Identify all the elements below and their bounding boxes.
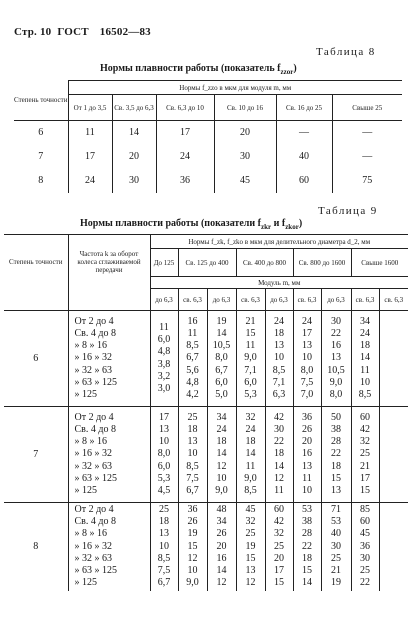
- freq-line: » 16 » 32: [74, 540, 112, 552]
- value-cell: 17: [159, 411, 169, 423]
- value-column: [351, 407, 379, 503]
- freq-line: » 63 » 125: [74, 565, 117, 577]
- table9-diam-header: Св. 800 до 1600: [293, 249, 351, 277]
- value-cell: 15: [360, 484, 370, 496]
- freq-line: » 63 » 125: [74, 376, 117, 388]
- value-cell: 13: [302, 460, 312, 472]
- value-cell: 24: [245, 424, 256, 436]
- value-cell: 34: [360, 315, 370, 327]
- value-cell: 7,0: [300, 388, 314, 400]
- value-column: [207, 311, 236, 407]
- value-cell: 13: [159, 528, 169, 540]
- value-cell: 20: [112, 145, 156, 169]
- freq-line: От 2 до 4: [74, 411, 114, 423]
- freq-line: » 125: [74, 388, 97, 400]
- value-column: [150, 503, 178, 591]
- value-cell: 9,0: [329, 376, 343, 388]
- page-number: Стр. 10: [14, 26, 52, 38]
- value-cell: 18: [274, 328, 284, 340]
- value-cell: 18: [360, 340, 370, 352]
- value-cell: 18: [302, 552, 312, 564]
- table-row: [4, 407, 408, 503]
- value-cell: 11: [187, 328, 198, 340]
- value-cell: 8,5: [157, 552, 171, 564]
- value-cell: 21: [360, 460, 370, 472]
- value-cell: 10,5: [327, 364, 345, 376]
- value-column: [293, 407, 321, 503]
- value-cell: 4,8: [186, 376, 199, 388]
- value-cell: 45: [245, 504, 256, 516]
- degree-cell: 7: [14, 145, 68, 169]
- value-cell: 30: [112, 169, 156, 193]
- modulus-col: до 6,3: [150, 289, 178, 311]
- value-cell: 30: [274, 424, 284, 436]
- value-cell: 14: [216, 565, 227, 577]
- freq-line: » 8 » 16: [74, 436, 107, 448]
- value-column: [379, 407, 408, 503]
- value-cell: 6,3: [272, 388, 286, 400]
- value-cell: 42: [274, 516, 284, 528]
- value-column: [150, 407, 178, 503]
- value-cell: 5,3: [157, 472, 171, 484]
- value-cell: 19: [216, 315, 227, 327]
- value-cell: 10,5: [212, 340, 231, 352]
- value-cell: 18: [216, 436, 227, 448]
- table-row: [4, 503, 408, 591]
- value-cell: 15: [302, 565, 312, 577]
- value-column: [321, 407, 351, 503]
- value-cell: 14: [216, 328, 227, 340]
- value-cell: 16: [302, 448, 312, 460]
- value-column: [236, 407, 265, 503]
- value-cell: 50: [331, 411, 341, 423]
- value-cell: 4,2: [186, 388, 199, 400]
- value-cell: 32: [245, 516, 256, 528]
- freq-line: Св. 4 до 8: [74, 516, 116, 528]
- value-cell: —: [276, 121, 332, 145]
- table-row: [14, 145, 402, 169]
- value-cell: 8,0: [300, 364, 314, 376]
- value-cell: 13: [302, 340, 312, 352]
- page-header: [14, 26, 151, 38]
- value-cell: 18: [331, 460, 341, 472]
- value-cell: 60: [360, 516, 370, 528]
- modulus-col: до 6,3: [321, 289, 351, 311]
- table9-diam-header: Свыше 1600: [351, 249, 408, 277]
- degree-cell: 8: [14, 169, 68, 193]
- value-cell: 13: [274, 340, 284, 352]
- value-cell: 19: [331, 577, 341, 589]
- table9-diam-header: До 125: [150, 249, 178, 277]
- table9-span-header: Нормы f_zk, f_zko в мкм для делительного диаметра d_2, мм: [150, 235, 408, 249]
- value-column: [236, 311, 265, 407]
- table9-modulus-header: Модуль m, мм: [150, 277, 408, 289]
- value-cell: 30: [331, 315, 341, 327]
- value-cell: 6,0: [157, 334, 171, 346]
- value-column: [265, 407, 293, 503]
- table8-title: Нормы плавности работы (показатель $f_{zzor}$): [100, 63, 297, 76]
- value-cell: 14: [216, 448, 227, 460]
- value-cell: 19: [245, 540, 256, 552]
- value-cell: 10: [360, 376, 370, 388]
- value-cell: 21: [331, 565, 341, 577]
- value-cell: 11: [302, 472, 312, 484]
- value-column: [178, 407, 207, 503]
- value-cell: 12: [216, 577, 227, 589]
- value-cell: 18: [245, 436, 256, 448]
- value-cell: 6,7: [186, 484, 199, 496]
- table8-col-header: Св. 10 до 16: [214, 95, 276, 121]
- standard-number: 16502—83: [99, 26, 151, 38]
- freq-cell: [68, 311, 150, 407]
- value-cell: 15: [274, 577, 284, 589]
- freq-line: » 125: [74, 484, 97, 496]
- value-cell: 17: [274, 565, 284, 577]
- value-cell: 28: [331, 436, 341, 448]
- value-cell: 17: [156, 121, 214, 145]
- degree-cell: 7: [4, 407, 68, 503]
- value-cell: 14: [360, 352, 370, 364]
- value-column: [207, 503, 236, 591]
- value-cell: 17: [302, 328, 312, 340]
- value-cell: 5,3: [244, 388, 257, 400]
- value-cell: 26: [187, 516, 198, 528]
- table9-diam-header: Св. 400 до 800: [236, 249, 293, 277]
- value-cell: 42: [360, 424, 370, 436]
- value-column: [379, 311, 408, 407]
- value-cell: 24: [274, 315, 284, 327]
- table9-title: Нормы плавности работы (показатели $f_{zkr}$ и $f_{zkor}$): [80, 218, 303, 231]
- freq-line: » 8 » 16: [74, 528, 107, 540]
- value-cell: 11: [245, 340, 256, 352]
- value-cell: 7,5: [186, 472, 199, 484]
- value-cell: 15: [245, 552, 256, 564]
- value-cell: 4,5: [157, 484, 171, 496]
- freq-line: » 32 » 63: [74, 460, 112, 472]
- freq-line: » 16 » 32: [74, 352, 112, 364]
- value-cell: 15: [331, 472, 341, 484]
- modulus-col: св. 6,3: [236, 289, 265, 311]
- value-cell: 24: [360, 328, 370, 340]
- value-cell: 8,5: [186, 340, 199, 352]
- value-cell: 18: [159, 516, 169, 528]
- degree-cell: 6: [4, 311, 68, 407]
- value-cell: 10: [187, 448, 198, 460]
- value-cell: 18: [274, 448, 284, 460]
- value-cell: 10: [159, 540, 169, 552]
- value-cell: 11: [68, 121, 112, 145]
- value-cell: 3,8: [157, 358, 171, 370]
- value-cell: 48: [216, 504, 227, 516]
- value-cell: 75: [362, 175, 373, 186]
- freq-line: » 32 » 63: [74, 552, 112, 564]
- value-cell: 26: [302, 424, 312, 436]
- degree-cell: 6: [14, 121, 68, 145]
- value-cell: 20: [214, 121, 276, 145]
- value-column: [178, 311, 207, 407]
- value-cell: 13: [245, 565, 256, 577]
- value-cell: 8,5: [272, 364, 286, 376]
- value-cell: 7,1: [244, 364, 257, 376]
- value-column: [351, 311, 379, 407]
- modulus-col: св. 6,3: [293, 289, 321, 311]
- gost-label: ГОСТ: [57, 26, 89, 38]
- table8-col-header: Св. 6,3 до 10: [156, 95, 214, 121]
- freq-line: От 2 до 4: [74, 315, 114, 327]
- value-cell: 71: [331, 504, 341, 516]
- value-cell: 60: [360, 411, 370, 423]
- table9-stub-header: Степень точности: [4, 235, 68, 289]
- value-cell: 20: [216, 540, 227, 552]
- freq-line: Св. 4 до 8: [74, 424, 116, 436]
- value-column: [178, 503, 207, 591]
- value-column: [265, 311, 293, 407]
- value-cell: 16: [216, 552, 227, 564]
- value-cell: 13: [331, 484, 341, 496]
- value-cell: 12: [245, 577, 256, 589]
- value-cell: 53: [302, 504, 312, 516]
- table8-col-header: Св. 3,5 до 6,3: [112, 95, 156, 121]
- value-cell: 6,7: [215, 364, 228, 376]
- value-cell: 13: [331, 352, 341, 364]
- value-cell: 32: [245, 411, 256, 423]
- value-cell: 11: [360, 364, 370, 376]
- value-cell: 10: [216, 472, 227, 484]
- table9-label: Таблица 9: [318, 205, 378, 217]
- value-cell: 38: [302, 516, 312, 528]
- value-cell: 14: [112, 121, 156, 145]
- value-cell: 17: [68, 145, 112, 169]
- value-cell: 9,0: [244, 352, 257, 364]
- value-cell: 3,0: [157, 382, 171, 394]
- value-cell: 30: [214, 145, 276, 169]
- table8-col-header: От 1 до 3,5: [68, 95, 112, 121]
- value-cell: 30: [360, 552, 370, 564]
- value-cell: 14: [274, 460, 284, 472]
- value-cell: 14: [302, 577, 312, 589]
- table8-span-header: Нормы f_zzo в мкм для модуля m, мм: [68, 81, 402, 95]
- value-cell: 4,8: [157, 346, 171, 358]
- value-cell: 7,1: [272, 376, 286, 388]
- value-cell: 3,2: [157, 370, 171, 382]
- value-cell: 22: [302, 540, 312, 552]
- value-cell: 13: [159, 424, 169, 436]
- value-cell: 45: [214, 169, 276, 193]
- value-cell: 21: [245, 315, 256, 327]
- value-cell: 32: [274, 528, 284, 540]
- value-cell: 9,0: [186, 577, 199, 589]
- value-cell: 22: [331, 448, 341, 460]
- value-cell: 45: [360, 528, 370, 540]
- freq-line: От 2 до 4: [74, 504, 114, 516]
- value-column: [236, 503, 265, 591]
- table8-stub-header: Степень точности: [14, 81, 68, 121]
- value-cell: 24: [68, 169, 112, 193]
- value-cell: 22: [331, 328, 341, 340]
- modulus-col: до 6,3: [207, 289, 236, 311]
- value-cell: 30: [331, 540, 341, 552]
- value-column: [351, 503, 379, 591]
- value-cell: 10: [274, 352, 284, 364]
- value-cell: 25: [331, 552, 341, 564]
- value-column: [321, 503, 351, 591]
- value-column: [150, 311, 178, 407]
- value-column: [379, 503, 408, 591]
- freq-cell: [68, 407, 150, 503]
- value-cell: 17: [360, 472, 370, 484]
- freq-line: » 32 » 63: [74, 364, 112, 376]
- value-cell: —: [362, 127, 373, 139]
- table8-col-header: Свыше 25: [332, 95, 402, 121]
- freq-line: Св. 4 до 8: [74, 328, 116, 340]
- empty-cell: [68, 289, 150, 311]
- table8: [14, 80, 402, 193]
- value-cell: 18: [187, 424, 198, 436]
- value-cell: 7,5: [300, 376, 314, 388]
- value-cell: 11: [274, 484, 284, 496]
- value-cell: 10: [302, 484, 312, 496]
- table9-freq-header: Частота k за оборот колеса сглаживаемой передачи: [68, 235, 150, 289]
- value-cell: 34: [216, 516, 227, 528]
- value-cell: 5,6: [186, 364, 199, 376]
- value-cell: 36: [360, 540, 370, 552]
- value-cell: 25: [360, 565, 370, 577]
- value-cell: 9,0: [215, 484, 228, 496]
- value-cell: 32: [360, 436, 370, 448]
- value-cell: 11: [159, 321, 169, 333]
- table9: [4, 234, 408, 591]
- value-cell: 12: [216, 460, 227, 472]
- value-cell: —: [362, 151, 373, 162]
- value-cell: 25: [360, 448, 370, 460]
- table-row: [14, 121, 402, 145]
- value-cell: 85: [360, 504, 370, 516]
- value-cell: 22: [274, 436, 284, 448]
- value-cell: 19: [187, 528, 198, 540]
- value-cell: 20: [274, 552, 284, 564]
- freq-cell: [68, 503, 150, 591]
- value-cell: 14: [245, 448, 256, 460]
- value-cell: 8,0: [215, 352, 228, 364]
- value-cell: 13: [187, 436, 198, 448]
- value-cell: 36: [187, 504, 198, 516]
- value-cell: 40: [276, 145, 332, 169]
- value-cell: 5,0: [215, 388, 228, 400]
- value-cell: 16: [331, 340, 341, 352]
- value-cell: 8,5: [186, 460, 199, 472]
- value-cell: 6,7: [186, 352, 199, 364]
- value-cell: 36: [156, 169, 214, 193]
- empty-cell: [4, 289, 68, 311]
- table8-label: Таблица 8: [316, 46, 376, 58]
- value-cell: 25: [187, 411, 198, 423]
- degree-cell: 8: [4, 503, 68, 591]
- value-cell: 10: [187, 565, 198, 577]
- value-column: [265, 503, 293, 591]
- value-cell: 11: [245, 460, 256, 472]
- value-cell: 34: [216, 411, 227, 423]
- value-column: [293, 311, 321, 407]
- value-cell: 20: [302, 436, 312, 448]
- value-cell: 25: [245, 528, 256, 540]
- value-cell: 12: [187, 552, 198, 564]
- value-cell: 8,0: [157, 448, 171, 460]
- value-column: [293, 503, 321, 591]
- value-cell: 12: [274, 472, 284, 484]
- value-cell: 24: [216, 424, 227, 436]
- value-cell: 36: [302, 411, 312, 423]
- value-cell: 25: [159, 504, 169, 516]
- value-cell: 25: [274, 540, 284, 552]
- freq-line: » 63 » 125: [74, 472, 117, 484]
- value-cell: 6,0: [244, 376, 257, 388]
- value-cell: 15: [187, 540, 198, 552]
- value-cell: 40: [331, 528, 341, 540]
- value-cell: 6,0: [157, 460, 171, 472]
- value-cell: 8,0: [329, 388, 343, 400]
- value-cell: 16: [187, 315, 198, 327]
- modulus-col: до 6,3: [265, 289, 293, 311]
- modulus-col: св. 6,3: [178, 289, 207, 311]
- freq-line: » 16 » 32: [74, 448, 112, 460]
- value-cell: 22: [360, 577, 370, 589]
- value-cell: 60: [274, 504, 284, 516]
- value-cell: 8,5: [244, 484, 257, 496]
- freq-line: » 8 » 16: [74, 340, 107, 352]
- table9-diam-header: Св. 125 до 400: [178, 249, 236, 277]
- value-cell: 26: [216, 528, 227, 540]
- value-cell: 38: [331, 424, 341, 436]
- modulus-col: св. 6,3: [351, 289, 379, 311]
- value-cell: 9,0: [244, 472, 257, 484]
- value-cell: 10: [159, 436, 169, 448]
- value-cell: 6,7: [157, 577, 171, 589]
- value-cell: 24: [156, 145, 214, 169]
- value-column: [321, 311, 351, 407]
- value-cell: 42: [274, 411, 284, 423]
- value-cell: 24: [302, 315, 312, 327]
- table-row: [14, 169, 402, 193]
- value-cell: 28: [302, 528, 312, 540]
- value-cell: 6,0: [215, 376, 228, 388]
- table8-col-header: Св. 16 до 25: [276, 95, 332, 121]
- freq-line: » 125: [74, 577, 97, 589]
- value-cell: 7,5: [157, 565, 171, 577]
- value-cell: 15: [245, 328, 256, 340]
- value-cell: 60: [276, 169, 332, 193]
- modulus-col: св. 6,3: [379, 289, 408, 311]
- value-cell: 10: [302, 352, 312, 364]
- table-row: [4, 311, 408, 407]
- value-column: [207, 407, 236, 503]
- value-cell: 8,5: [358, 388, 372, 400]
- value-cell: 53: [331, 516, 341, 528]
